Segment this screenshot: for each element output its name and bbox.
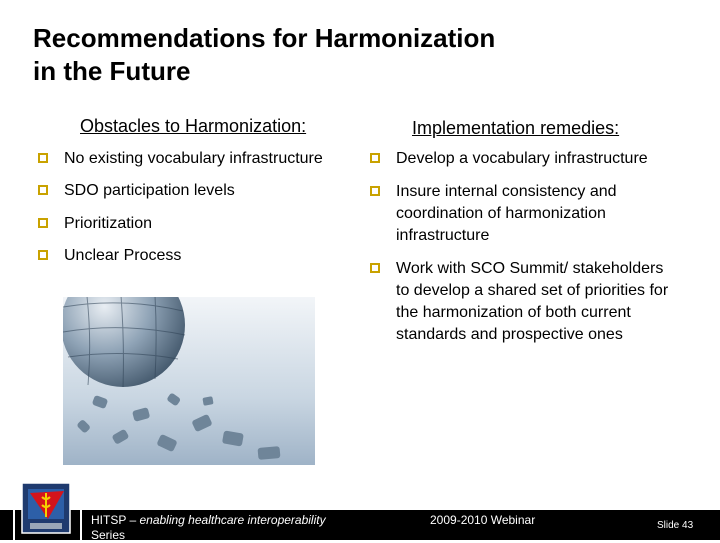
slide-title	[33, 22, 593, 88]
remedies-heading: Implementation remedies:	[412, 118, 620, 138]
footer-event: 2009-2010 Webinar	[430, 513, 536, 527]
list-item-text: No existing vocabulary infrastructure	[64, 150, 323, 167]
title-line-1: Recommendations for Harmonization	[33, 23, 496, 53]
obstacles-list	[38, 148, 338, 267]
square-bullet-icon	[38, 185, 48, 195]
footer-bar	[0, 510, 720, 540]
square-bullet-icon	[38, 153, 48, 163]
list-item	[370, 181, 676, 247]
list-item	[38, 213, 338, 235]
list-item-text: Develop a vocabulary infrastructure	[396, 150, 648, 167]
hitsp-logo-icon	[18, 479, 74, 537]
square-bullet-icon	[370, 186, 380, 196]
list-item	[370, 148, 700, 170]
list-item	[38, 245, 338, 267]
footer-divider	[80, 510, 82, 540]
remedies-list	[370, 148, 700, 346]
square-bullet-icon	[38, 218, 48, 228]
list-item-text: SDO participation levels	[64, 182, 235, 199]
brand-series: Series	[91, 528, 126, 542]
square-bullet-icon	[370, 153, 380, 163]
list-item-text: Insure internal consistency and coordination of harmonization infrastructure	[396, 183, 617, 244]
slide-number: Slide 43	[657, 520, 694, 531]
square-bullet-icon	[38, 250, 48, 260]
obstacles-heading: Obstacles to Harmonization:	[80, 116, 307, 136]
list-item	[38, 148, 338, 170]
footer-brand: HITSP – enabling healthcare interoperability Series	[91, 513, 326, 542]
square-bullet-icon	[370, 263, 380, 273]
title-line-2: in the Future	[33, 56, 191, 86]
footer-divider	[13, 510, 15, 540]
brand-tagline: enabling healthcare interoperability	[139, 513, 326, 527]
list-item-text: Prioritization	[64, 215, 153, 232]
list-item-text: Work with SCO Summit/ stakeholders to develop a shared set of priorities for the harmonization of both current standards and prospective ones	[396, 260, 669, 343]
list-item	[370, 258, 681, 346]
brand-name: HITSP	[91, 513, 127, 527]
puzzle-globe-image	[63, 297, 315, 465]
list-item-text: Unclear Process	[64, 247, 182, 264]
list-item	[38, 180, 338, 202]
